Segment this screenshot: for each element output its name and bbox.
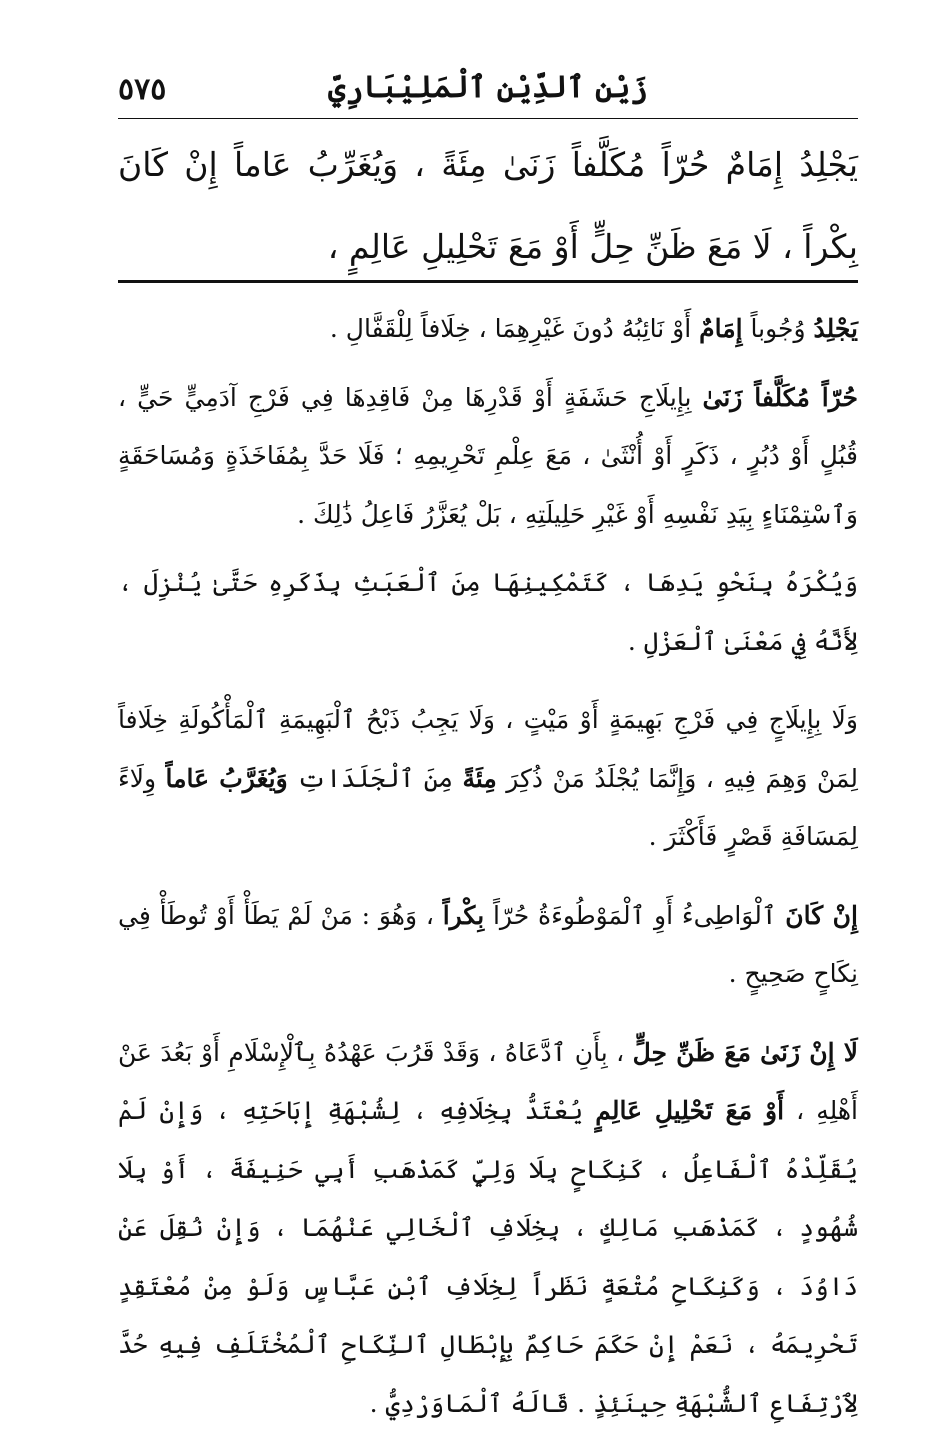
matn-keyword: إِنْ كَانَ xyxy=(785,900,858,930)
page-header xyxy=(118,62,858,119)
matn-keyword: حُرّاً مُكَلَّفاً زَنَىٰ xyxy=(702,382,858,412)
matn-keyword: يَجْلِدُ xyxy=(813,314,858,343)
commentary-text: أَوْ نَائِبُهُ دُونَ غَيْرِهِمَا ، خِلَافاً لِلْقَفَّالِ . xyxy=(329,314,700,343)
separator-rule xyxy=(118,280,858,283)
commentary xyxy=(118,300,858,1443)
matn-keyword: مِئَةً xyxy=(462,763,497,793)
commentary-text: ، وَهُوَ : مَنْ لَمْ يَطَأْ أَوْ تُوطَأْ فِي نِكَاحٍ صَحِيحٍ . xyxy=(118,900,858,988)
commentary-paragraph xyxy=(118,300,858,359)
page-number: ٥٧٥ xyxy=(118,72,167,107)
commentary-text: بِإِيلَاجِ حَشَفَةٍ أَوْ قَدْرِهَا مِنْ فَاقِدِهَا فِي فَرْجِ آدَمِيٍّ حَيٍّ ، قُبُلٍ أَوْ دُبُرٍ ، ذَكَرٍ أَوْ أُنْثَىٰ ، مَعَ عِلْمِ تَحْرِيمِهِ ؛ فَلَا حَدَّ بِمُفَاخَذَةٍ وَمُسَاحَقَةٍ وَٱسْتِمْنَاءٍ بِيَدِ نَفْسِهِ أَوْ غَيْرِ حَلِيلَتِهِ ، بَلْ يُعَزَّرُ فَاعِلُ ذَٰلِكَ . xyxy=(118,382,858,529)
commentary-paragraph xyxy=(118,1024,858,1434)
commentary-text: مِنَ ٱلْجَلَدَاتِ xyxy=(287,763,463,793)
commentary-paragraph xyxy=(118,887,858,1004)
matn-keyword: إِمَامٌ xyxy=(699,314,743,343)
matn-keyword: أَوْ مَعَ تَحْلِيلِ عَالِمٍ xyxy=(595,1096,785,1125)
commentary-paragraph xyxy=(118,691,858,867)
commentary-paragraph xyxy=(118,369,858,545)
commentary-text: وَلَا بِإِيلَاجٍ فِي فَرْجِ بَهِيمَةٍ أَوْ مَيْتٍ ، وَلَا يَجِبُ ذَبْحُ ٱلْبَهِيمَةِ ٱلْمَأْكُولَةِ خِلَافاً لِمَنْ وَهِمَ فِيهِ ، وَإِنَّمَا يُجْلَدُ مَنْ ذُكِرَ xyxy=(118,705,858,793)
commentary-text: وِلَاءً لِمَسَافَةِ قَصْرٍ فَأَكْثَرَ . xyxy=(118,763,858,851)
commentary-text: ٱلْوَاطِىءُ أَوِ ٱلْمَوْطُوءَةُ حُرّاً xyxy=(484,900,786,930)
commentary-paragraph xyxy=(118,554,858,671)
commentary-text: وَيُكْرَهُ بِنَحْوِ يَدِهَا ، كَتَمْكِينِهَا مِنَ ٱلْعَبَثِ بِذَكَرِهِ حَتَّىٰ يُنْزِلَ ، لِأَنَّهُ فِي مَعْنَىٰ ٱلْعَزْلِ . xyxy=(118,568,858,656)
main-text: يَجْلِدُ إِمَامٌ حُرّاً مُكَلَّفاً زَنَىٰ مِئَةً ، وَيُغَرِّبُ عَاماً إِنْ كَانَ بِكْراً ، لَا مَعَ ظَنِّ حِلٍّ أَوْ مَعَ تَحْلِيلِ عَالِمٍ ، xyxy=(118,145,858,266)
running-title: زَيْن ٱلدِّيْن ٱلْمَلِيْبَارِيّ xyxy=(328,70,648,105)
matn-keyword: لَا إِنْ زَنَىٰ مَعَ ظَنِّ حِلٍّ xyxy=(632,1037,858,1067)
commentary-text: يُعْتَدُّ بِخِلَافِهِ ، لِشُبْهَةِ إِبَاحَتِهِ ، وَإِنْ لَمْ يُقَلِّدْهُ ٱلْفَاعِلُ ، كَنِكَاحٍ بِلَا وَلِيٍّ كَمَذْهَبِ أَبِي حَنِيفَةَ ، أَوْ بِلَا شُهُودٍ ، كَمَذْهَبِ مَالِكٍ ، بِخِلَافِ ٱلْخَالِي عَنْهُمَا ، وَإِنْ نُقِلَ عَنْ دَاوُدَ ، وَكَنِكَاحِ مُتْعَةٍ نَظَراً لِخِلَافِ ٱبْنِ عَبَّاسٍ وَلَوْ مِنْ مُعْتَقِدٍ تَحْرِيمَهُ ، نَعَمْ إِنْ حَكَمَ حَاكِمٌ بِإِبْطَالِ ٱلنِّكَاحِ ٱلْمُخْتَلَفِ فِيهِ حُدَّ لِٱرْتِفَاعِ ٱلشُّبْهَةِ حِينَئِذٍ . قَالَهُ ٱلْمَاوَرْدِيُّ . xyxy=(118,1096,858,1418)
commentary-text: وُجُوباً xyxy=(742,314,814,343)
matn-keyword: وَيُغَرَّبُ عَاماً xyxy=(165,763,288,793)
commentary-text: ، بِأَنِ ٱدَّعَاهُ ، وَقَدْ قَرُبَ عَهْدُهُ بِٱلْإِسْلَامِ أَوْ بَعُدَ عَنْ أَهْلِهِ ، xyxy=(118,1037,859,1125)
matn-keyword: بِكْراً xyxy=(442,900,485,930)
